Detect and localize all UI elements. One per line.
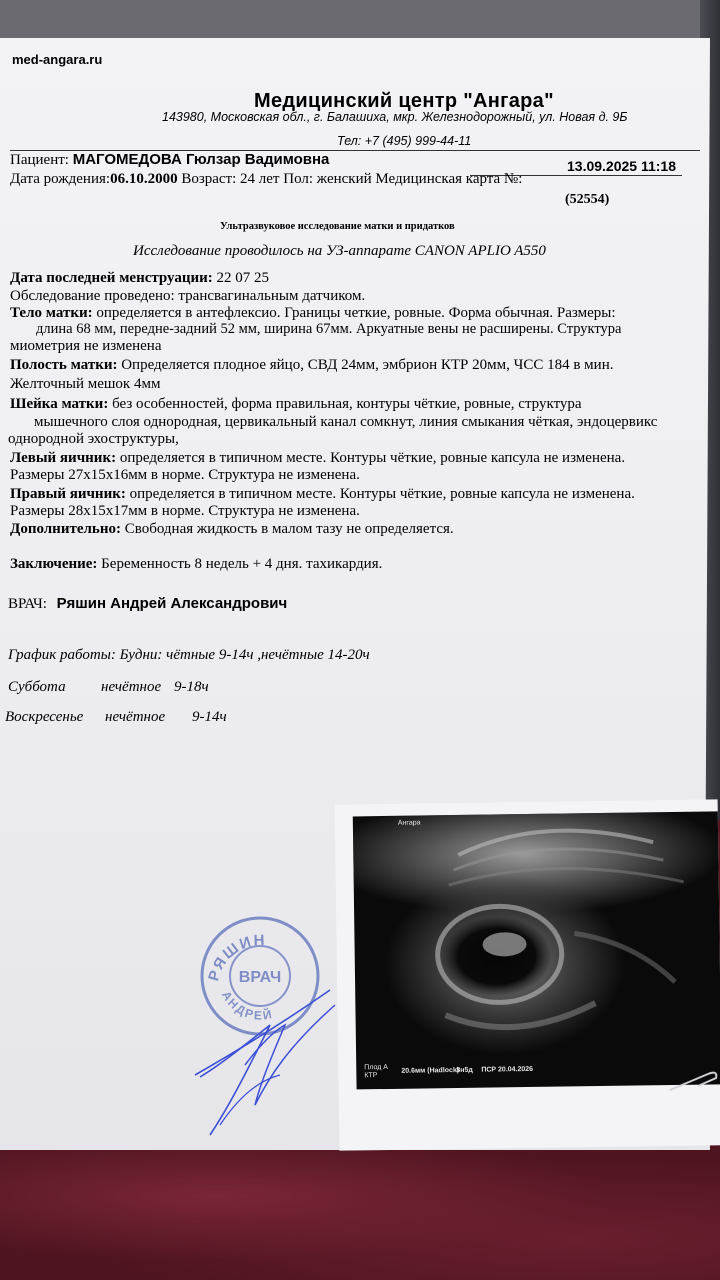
cervix-text-1: без особенностей, форма правильная, контуры чёткие, ровные, структура [112,396,582,412]
sex-label: Пол: [283,171,314,187]
right-ovary-line-2: Размеры 28x15x17мм в норме. Структура не изменена. [10,503,360,519]
conclusion-text: Беременность 8 недель + 4 дня. тахикардия. [101,556,383,572]
left-ovary-line-2: Размеры 27x15x16мм в норме. Структура не изменена. [10,467,360,483]
schedule-sunday-hours: 9-14ч [192,709,227,725]
age-value: 24 лет [240,171,280,187]
doctor-name: Ряшин Андрей Александрович [56,595,288,612]
burgundy-cloth [0,1140,720,1280]
uterus-line-1 [10,305,616,322]
card-label: Медицинская карта №: [375,171,523,187]
site-url: med-angara.ru [12,52,103,67]
doctor-label: ВРАЧ: [8,596,47,612]
schedule-saturday-day: Суббота [8,679,66,695]
stamp-top-text: РЯШИН [205,931,267,984]
right-ovary-text-1: определяется в типичном месте. Контуры чёткие, ровные капсула не изменена. [129,486,635,502]
birth-label: Дата рождения: [10,171,111,187]
uterus-text-1: определяется в антефлексио. Границы четкие, ровные. Форма обычная. Размеры: [96,305,616,321]
uterus-line-2: длина 68 мм, передне-задний 52 мм, ширина 67мм. Аркуатные вены не расширены. Структура [36,321,622,337]
cavity-line-2: Желточный мешок 4мм [10,376,161,392]
clinic-address: 143980, Московская обл., г. Балашиха, мкр. Железнодорожный, ул. Новая д. 9Б [162,110,628,124]
ultrasound-printout [335,799,720,1150]
right-ovary-label: Правый яичник: [10,486,126,502]
conclusion-label: Заключение: [10,556,98,572]
ultrasound-edd: ПСР 20.04.2026 [481,1065,534,1074]
lmp-label: Дата последней менструации: [10,270,213,286]
age-label: Возраст: [181,171,237,187]
ultrasound-echo [353,811,720,1089]
stamp-center-text: ВРАЧ [238,969,282,986]
clinic-name: Медицинский центр "Ангара" [254,90,554,112]
right-ovary-line-1 [10,486,635,503]
birth-date: 06.10.2000 [110,171,178,187]
patient-line [10,151,329,169]
ultrasound-image [353,811,720,1089]
exam-device: Исследование проводилось на УЗ-аппарате CANON APLIO A550 [133,243,546,259]
paper-clip [668,1068,720,1092]
extra-line [10,521,454,538]
schedule-saturday-hours: 9-18ч [174,679,209,695]
card-number: (52554) [565,192,610,207]
cervix-line-1 [10,396,582,413]
ultrasound-footer-left: Плод А КТР [364,1063,388,1080]
schedule-weekdays: График работы: Будни: чётные 9-14ч ,нечётные 14-20ч [8,647,370,663]
cervix-line-3: однородной эхоструктуры, [8,431,179,447]
clinic-phone: Тел: +7 (495) 999-44-11 [337,134,472,148]
cavity-line-1 [10,357,613,374]
cavity-text-1: Определяется плодное яйцо, СВД 24мм, эмбрион КТР 20мм, ЧСС 184 в мин. [121,357,614,373]
patient-label: Пациент: [10,152,69,168]
sex-value: женский [316,171,372,187]
left-ovary-line-1 [10,450,625,467]
uterus-label: Тело матки: [10,305,93,321]
ultrasound-crl: 20.6мм (Hadlock) [401,1066,460,1075]
conclusion-line [10,556,382,573]
cervix-label: Шейка матки: [10,396,109,412]
stamp-bottom-text: АНДРЕЙ [219,988,275,1023]
schedule-sunday-parity: нечётное [105,709,166,725]
exam-title: Ультразвуковое исследование матки и придатков [220,221,455,232]
left-ovary-text-1: определяется в типичном месте. Контуры чёткие, ровные капсула не изменена. [119,450,626,466]
lmp-value: 22 07 25 [216,270,270,286]
uterus-line-3: миометрия не изменена [10,338,162,354]
cervix-line-2: мышечного слоя однородная, цервикальный канал сомкнут, линия смыкания чёткая, эндоцервикс [34,414,658,430]
method-line: Обследование проведено: трансвагинальным датчиком. [10,288,366,304]
schedule-saturday-parity: нечётное [101,679,162,695]
patient-name: МАГОМЕДОВА Гюлзар Вадимовна [72,151,330,168]
extra-text: Свободная жидкость в малом тазу не определяется. [124,521,454,537]
left-ovary-label: Левый яичник: [10,450,117,466]
extra-label: Дополнительно: [10,521,121,537]
report-datetime: 13.09.2025 11:18 [567,158,676,174]
doctor-line [8,595,287,613]
cavity-label: Полость матки: [10,357,118,373]
ultrasound-ga: 8н5д [456,1066,473,1075]
doctor-signature [190,985,340,1145]
schedule-sunday-day: Воскресенье [5,709,84,725]
birth-line [10,171,522,188]
ultrasound-header-label: Ангара [397,819,421,827]
lmp-line [10,270,269,287]
